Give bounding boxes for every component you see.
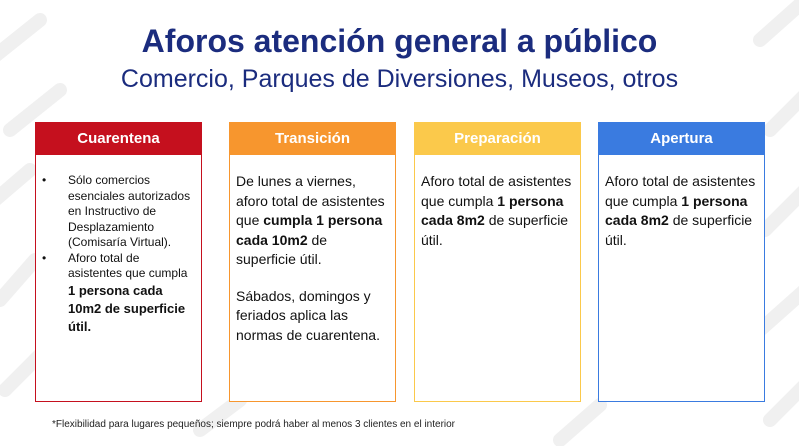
column-cuarentena bbox=[35, 122, 202, 402]
page-subtitle: Comercio, Parques de Diversiones, Museos, otros bbox=[120, 65, 679, 93]
column-header-apertura: Apertura bbox=[598, 122, 765, 155]
paragraph-text: De lunes a viernes, aforo total de asistentes que bbox=[236, 173, 385, 228]
list-item-text: Aforo total de asistentes que cumpla bbox=[68, 250, 188, 280]
paragraph-emphasis: cumpla 1 persona cada 10m2 bbox=[236, 212, 383, 248]
paragraph-text: Aforo total de asistentes que cumpla bbox=[605, 173, 756, 209]
paragraph-text: de superficie útil. bbox=[421, 212, 569, 248]
column-apertura bbox=[598, 122, 765, 402]
column-preparacion bbox=[414, 122, 581, 402]
paragraph-aforo bbox=[415, 155, 580, 250]
page-title: Aforos atención general a público bbox=[141, 23, 658, 59]
paragraph-text: de superficie útil. bbox=[236, 231, 328, 267]
column-body-transicion bbox=[229, 155, 396, 402]
list-item-emphasis: 1 persona cada 10m2 de superficie útil. bbox=[68, 282, 186, 334]
column-header-transicion: Transición bbox=[229, 122, 396, 155]
column-transicion bbox=[229, 122, 396, 402]
paragraph-text: de superficie útil. bbox=[605, 212, 753, 248]
list-item: • Sólo comercios esenciales autorizados en Instructivo de Desplazamiento (Comisaría Virtual). bbox=[42, 173, 195, 251]
column-body-apertura bbox=[598, 155, 765, 402]
cuarentena-list bbox=[36, 155, 201, 336]
column-body-cuarentena bbox=[35, 155, 202, 402]
column-body-preparacion bbox=[414, 155, 581, 402]
column-header-preparacion: Preparación bbox=[414, 122, 581, 155]
column-header-cuarentena: Cuarentena bbox=[35, 122, 202, 155]
paragraph-weekdays bbox=[230, 155, 395, 270]
paragraph-emphasis: 1 persona cada 8m2 bbox=[421, 192, 564, 228]
list-item bbox=[42, 251, 195, 336]
paragraph-weekends: Sábados, domingos y feriados aplica las normas de cuarentena. bbox=[236, 287, 380, 343]
paragraph-emphasis: 1 persona cada 8m2 bbox=[605, 192, 748, 228]
paragraph-aforo bbox=[599, 155, 764, 250]
paragraph-text: Aforo total de asistentes que cumpla bbox=[421, 173, 572, 209]
footnote: *Flexibilidad para lugares pequeños; siempre podrá haber al menos 3 clientes en el interior bbox=[52, 419, 456, 430]
